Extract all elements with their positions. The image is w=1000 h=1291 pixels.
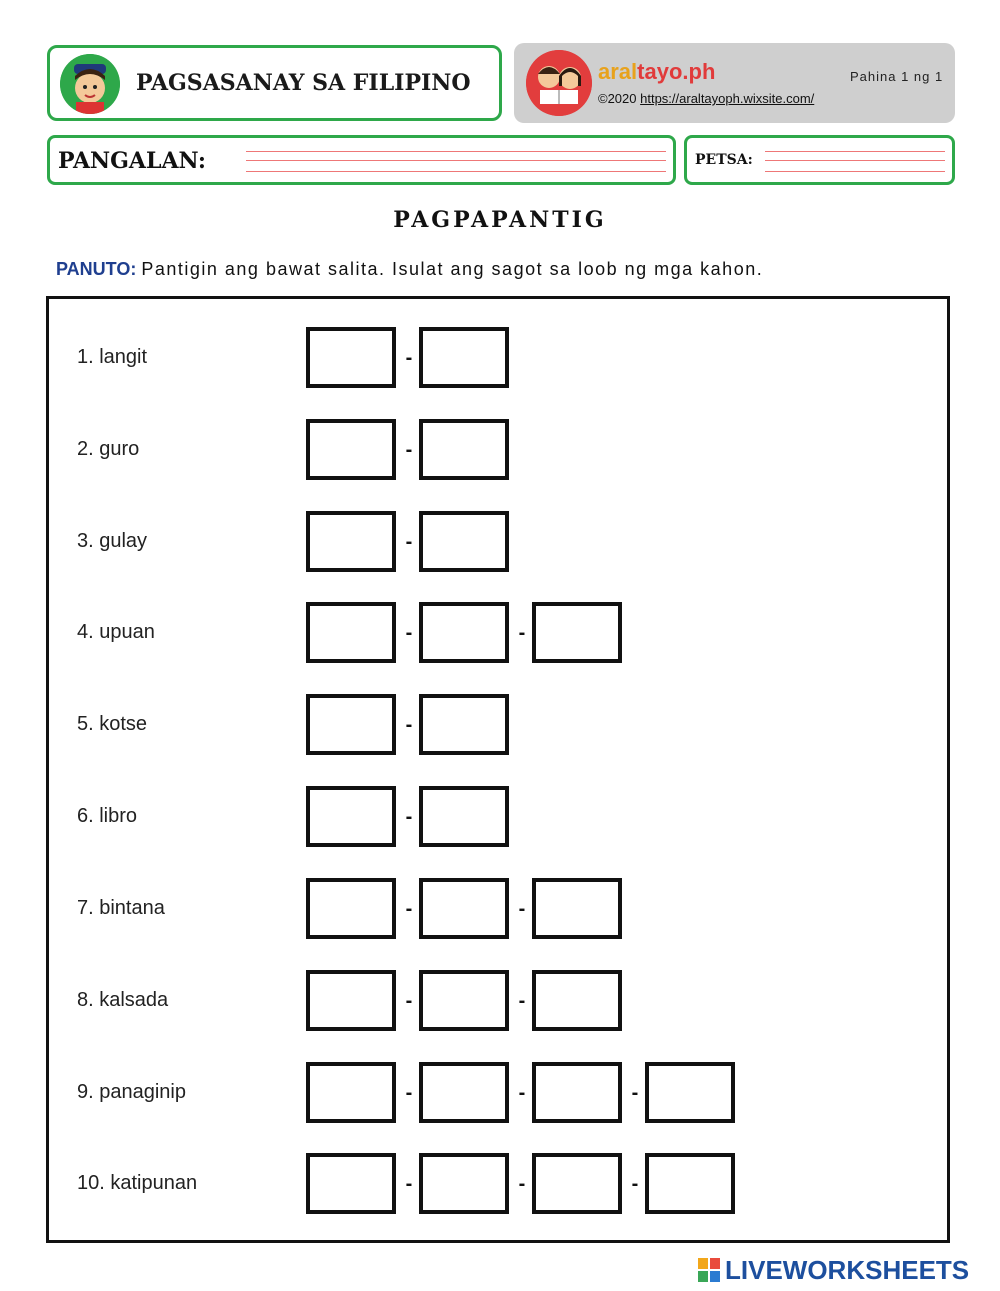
- worksheet-item: [49, 602, 949, 664]
- syllable-answer-box[interactable]: [645, 1062, 735, 1123]
- name-field-box[interactable]: [47, 135, 676, 185]
- araltayo-logo-icon: [526, 50, 592, 116]
- syllable-separator: -: [405, 1082, 413, 1104]
- syllable-answer-box[interactable]: [306, 602, 396, 663]
- ruled-line: [765, 151, 945, 152]
- syllable-separator: -: [405, 531, 413, 553]
- filipino-mascot-icon: [60, 54, 120, 114]
- syllable-separator: -: [405, 439, 413, 461]
- syllable-answer-box[interactable]: [306, 511, 396, 572]
- syllable-answer-box[interactable]: [306, 327, 396, 388]
- syllable-answer-box[interactable]: [306, 694, 396, 755]
- item-word: 7. bintana: [77, 897, 165, 919]
- worksheet-title: PAGPAPANTIG: [393, 207, 607, 233]
- syllable-separator: -: [518, 990, 526, 1012]
- syllable-answer-box[interactable]: [645, 1153, 735, 1214]
- worksheet-item: [49, 419, 949, 481]
- liveworksheets-text: LIVEWORKSHEETS: [725, 1255, 970, 1285]
- syllable-answer-box[interactable]: [419, 878, 509, 939]
- syllable-answer-box[interactable]: [419, 694, 509, 755]
- syllable-answer-box[interactable]: [306, 970, 396, 1031]
- worksheet-item: [49, 1062, 949, 1124]
- syllable-answer-box[interactable]: [419, 970, 509, 1031]
- syllable-answer-box[interactable]: [306, 1062, 396, 1123]
- instruction-label: PANUTO:: [56, 259, 137, 279]
- name-label: PANGALAN:: [58, 148, 206, 174]
- syllable-answer-box[interactable]: [532, 970, 622, 1031]
- syllable-answer-box[interactable]: [419, 602, 509, 663]
- syllable-answer-box[interactable]: [306, 786, 396, 847]
- brand-copyright: ©2020 https://araltayoph.wixsite.com/: [598, 91, 815, 106]
- worksheet-item: [49, 878, 949, 940]
- item-word: 1. langit: [77, 346, 148, 368]
- item-word: 8. kalsada: [77, 989, 169, 1011]
- syllable-separator: -: [518, 1082, 526, 1104]
- instructions: [56, 259, 763, 280]
- item-word: 4. upuan: [77, 621, 155, 643]
- brand-name: araltayo.ph: [598, 59, 716, 84]
- worksheet-item: [49, 327, 949, 389]
- ruled-line: [765, 171, 945, 172]
- syllable-answer-box[interactable]: [419, 511, 509, 572]
- syllable-separator: -: [405, 622, 413, 644]
- date-label: PETSA:: [695, 152, 753, 168]
- ruled-line: [246, 160, 666, 161]
- page-number: Pahina 1 ng 1: [850, 69, 944, 84]
- worksheet-item: [49, 511, 949, 573]
- item-word: 5. kotse: [77, 713, 148, 735]
- brand-box: [514, 43, 955, 123]
- syllable-answer-box[interactable]: [419, 786, 509, 847]
- worksheet-item: [49, 786, 949, 848]
- worksheet-item: [49, 694, 949, 756]
- liveworksheets-mark-icon: [698, 1258, 720, 1282]
- syllable-separator: -: [631, 1173, 639, 1195]
- syllable-answer-box[interactable]: [419, 419, 509, 480]
- worksheet-item: [49, 970, 949, 1032]
- syllable-answer-box[interactable]: [532, 602, 622, 663]
- syllable-answer-box[interactable]: [532, 878, 622, 939]
- item-word: 6. libro: [77, 805, 138, 827]
- syllable-answer-box[interactable]: [419, 1062, 509, 1123]
- item-word: 9. panaginip: [77, 1081, 186, 1103]
- page-title: PAGSASANAY SA FILIPINO: [136, 70, 471, 96]
- item-word: 3. gulay: [77, 530, 148, 552]
- date-field-box[interactable]: [684, 135, 955, 185]
- syllable-separator: -: [405, 806, 413, 828]
- ruled-line: [765, 160, 945, 161]
- syllable-separator: -: [405, 714, 413, 736]
- syllable-separator: -: [405, 990, 413, 1012]
- syllable-answer-box[interactable]: [532, 1153, 622, 1214]
- brand-url-link[interactable]: https://araltayoph.wixsite.com/: [640, 91, 815, 106]
- syllable-separator: -: [518, 898, 526, 920]
- header-title-box: [47, 45, 502, 121]
- ruled-line: [246, 171, 666, 172]
- syllable-answer-box[interactable]: [419, 327, 509, 388]
- worksheet-item: [49, 1153, 949, 1215]
- ruled-line: [246, 151, 666, 152]
- syllable-separator: -: [631, 1082, 639, 1104]
- syllable-separator: -: [405, 347, 413, 369]
- syllable-separator: -: [405, 1173, 413, 1195]
- syllable-answer-box[interactable]: [306, 878, 396, 939]
- syllable-answer-box[interactable]: [306, 1153, 396, 1214]
- item-word: 10. katipunan: [77, 1172, 198, 1194]
- item-word: 2. guro: [77, 438, 140, 460]
- syllable-separator: -: [405, 898, 413, 920]
- syllable-separator: -: [518, 622, 526, 644]
- instruction-text: Pantigin ang bawat salita. Isulat ang sagot sa loob ng mga kahon.: [141, 259, 764, 279]
- syllable-answer-box[interactable]: [306, 419, 396, 480]
- syllable-answer-box[interactable]: [532, 1062, 622, 1123]
- syllable-answer-box[interactable]: [419, 1153, 509, 1214]
- syllable-separator: -: [518, 1173, 526, 1195]
- answer-frame: [46, 296, 950, 1243]
